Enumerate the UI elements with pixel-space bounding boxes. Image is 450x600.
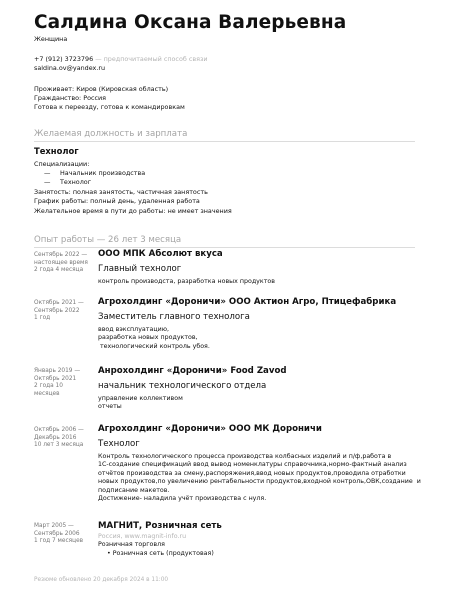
specializations-label: Специализации: xyxy=(34,160,90,168)
job-industry-sub: • Розничная сеть (продуктовая) xyxy=(107,549,214,557)
residence: Проживает: Киров (Кировская область) xyxy=(34,85,169,93)
job-role: начальник технологического отдела xyxy=(98,381,267,391)
employment: Занятость: полная занятость, частичная занятость xyxy=(34,188,208,196)
job-period: Март 2005 — Сентябрь 2006 1 год 7 месяцев xyxy=(34,523,84,545)
job-description: контроль производста, разработка новых продуктов xyxy=(98,278,275,285)
section-title-position: Желаемая должность и зарплата xyxy=(34,129,188,139)
email-link[interactable]: saldina.ov@yandex.ru xyxy=(34,64,106,72)
job-entry xyxy=(98,366,416,412)
job-industry: Розничная торговля xyxy=(98,541,165,549)
candidate-name: Салдина Оксана Валерьевна xyxy=(34,12,347,33)
desired-position: Технолог xyxy=(34,146,79,156)
travel-time: Желательное время в пути до работы: не имеет значения xyxy=(34,207,232,215)
job-entry xyxy=(98,521,416,558)
company-name: Агрохолдинг «Дороничи» ООО Актион Агро, Птицефабрика xyxy=(98,297,397,307)
updated-note: Резюме обновлено 20 декабря 2024 в 11:00 xyxy=(34,577,169,583)
schedule: График работы: полный день, удаленная работа xyxy=(34,197,200,205)
phone-note: — предпочитаемый способ связи xyxy=(95,55,208,63)
section-divider xyxy=(34,247,415,248)
job-period: Январь 2019 — Октябрь 2021 2 года 10 месяцев xyxy=(34,368,81,397)
job-entry xyxy=(98,249,416,286)
company-name: Анрохолдинг «Дороничи» Food Zavod xyxy=(98,366,287,376)
job-period: Октябрь 2021 — Сентябрь 2022 1 год xyxy=(34,300,84,322)
gender: Женщина xyxy=(34,35,68,43)
resume-page xyxy=(34,0,421,600)
job-period: Сентябрь 2022 — настоящее время 2 года 4 месяца xyxy=(34,252,88,274)
phone-number[interactable]: +7 (912) 3723796 xyxy=(34,55,94,63)
specialization-item: — Начальник производства xyxy=(44,169,146,177)
section-title-experience: Опыт работы — 26 лет 3 месяца xyxy=(34,235,182,245)
company-name: Агрохолдинг «Дороничи» ООО МК Дороничи xyxy=(98,424,322,434)
specialization-item: — Технолог xyxy=(44,178,92,186)
job-entry xyxy=(98,297,416,351)
job-role: Заместитель главного технолога xyxy=(98,312,250,322)
section-divider xyxy=(34,141,415,142)
job-role: Технолог xyxy=(98,439,140,449)
job-description: ввод вэксплуатацию, разработка новых продуктов, технологический контроль убоя. xyxy=(98,326,210,350)
job-period: Октябрь 2006 — Декабрь 2016 10 лет 3 месяца xyxy=(34,427,84,449)
job-description: управление коллективом отчеты xyxy=(98,395,183,411)
job-description: Контроль технологического процесса производства колбасных изделий и п/ф,работа в 1С-создание спецификаций ввод вывод номенклатуры справочника,нормо-фактный анализ отчётов производства за смену,распоряжения,ввод новых продуктов,проводила отработки новых продуктов,по увеличению рентабельности продуктов,входной контроль,ОВК,создание и подписание макетов. Достижение- наладила учёт производства с нуля. xyxy=(98,453,421,503)
company-name: ООО МПК Абсолют вкуса xyxy=(98,249,223,259)
relocation: Готова к переезду, готова к командировкам xyxy=(34,103,185,111)
job-role: Главный технолог xyxy=(98,264,182,274)
company-name: МАГНИТ, Розничная сеть xyxy=(98,521,222,531)
citizenship: Гражданство: Россия xyxy=(34,94,107,102)
phone-line xyxy=(34,55,208,63)
job-entry xyxy=(98,424,421,503)
company-site[interactable]: Россия, www.magnit-info.ru xyxy=(98,533,187,540)
